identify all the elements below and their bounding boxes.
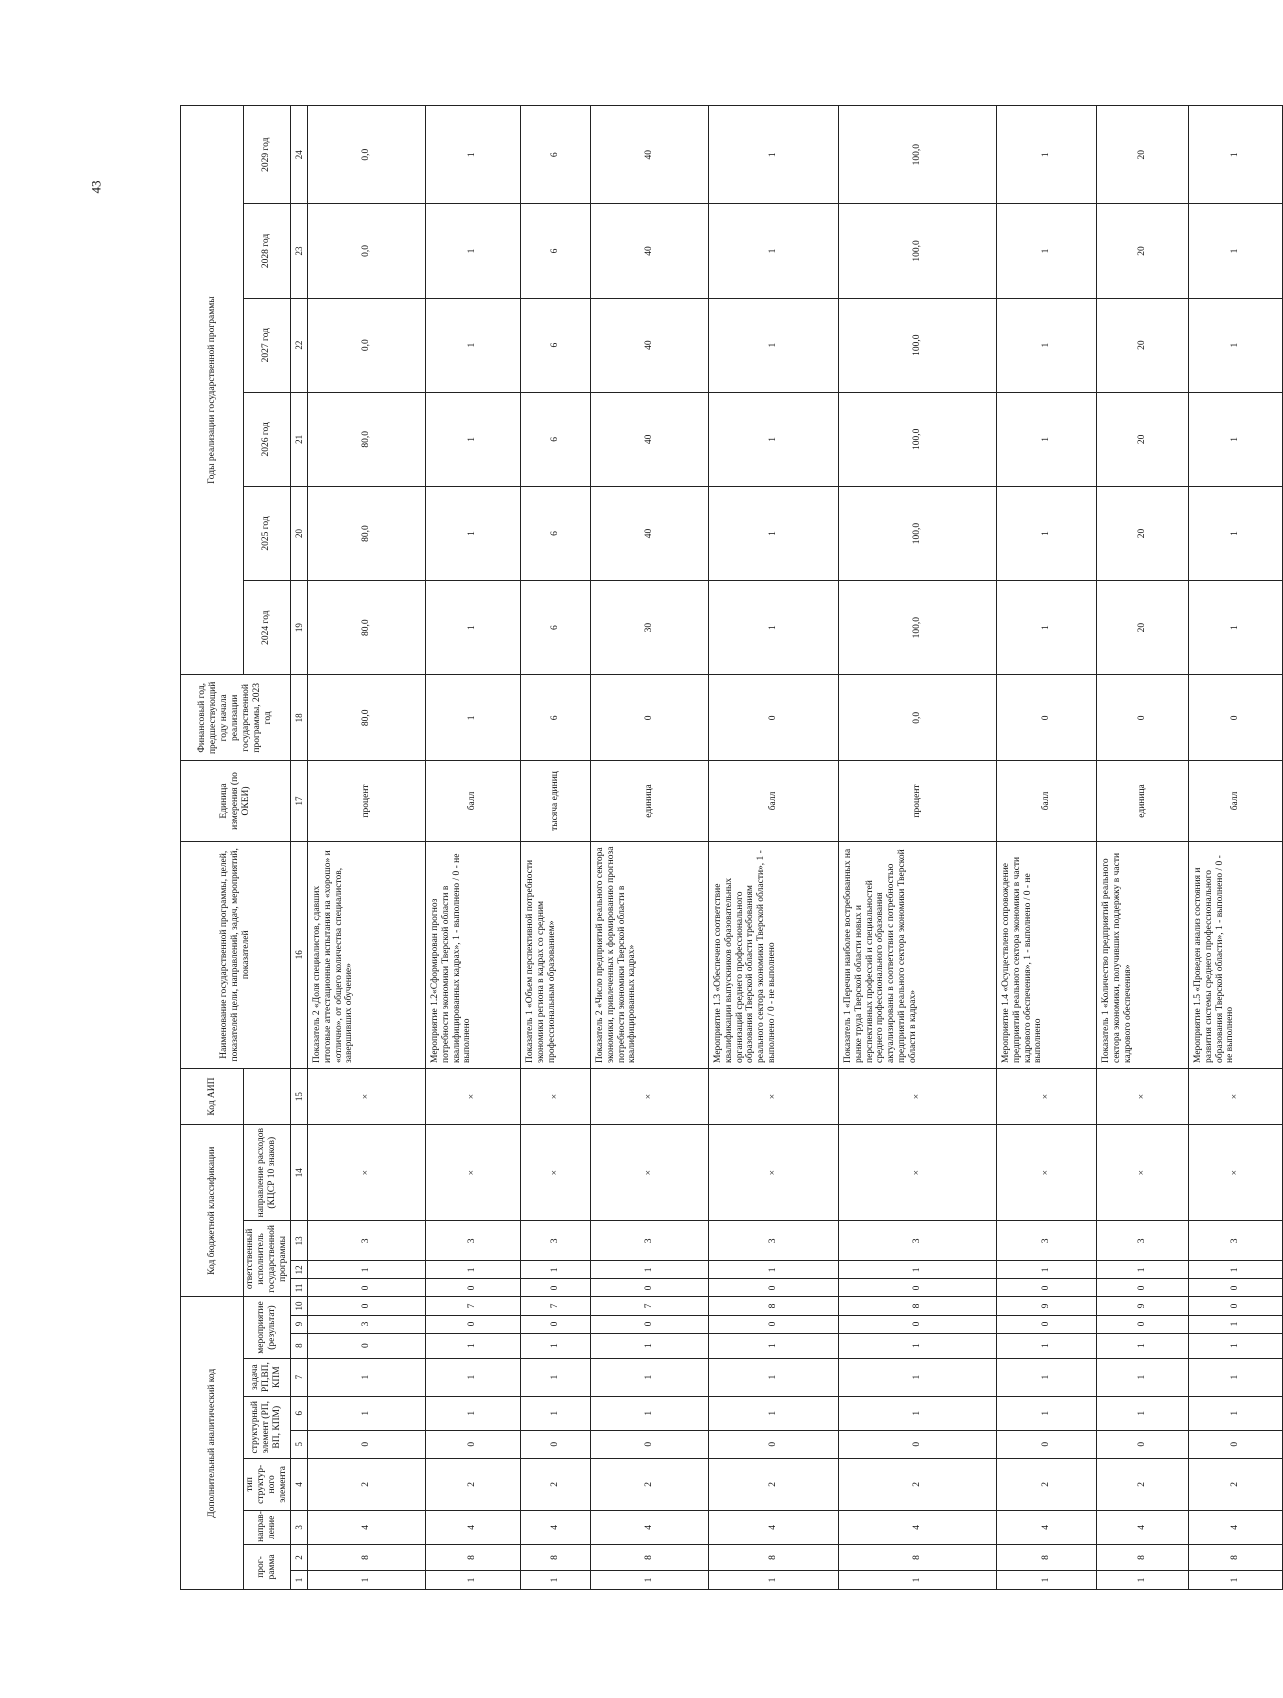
- year-value: 1: [996, 581, 1096, 675]
- header-budget-code: Код бюджетной классификации: [181, 1125, 244, 1297]
- code-cell: 1: [520, 1333, 590, 1358]
- code-cell: 1: [996, 1358, 1096, 1396]
- unit-cell: процент: [838, 761, 996, 841]
- column-number: 15: [290, 1069, 307, 1125]
- code-cell: 8: [838, 1544, 996, 1570]
- code-cell: 1: [520, 1358, 590, 1396]
- year-value: 80,0: [307, 581, 425, 675]
- code-cell: 1: [1188, 1315, 1282, 1333]
- code-cell: 1: [708, 1570, 838, 1589]
- code-cell: 1: [838, 1396, 996, 1430]
- header-expense-direction: направление расходов (КЦСР 10 знаков): [244, 1125, 291, 1221]
- indicator-name: Мероприятие 1.4 «Осуществлено сопровождение предприятий реального сектора экономики в части кадрового обеспечения», 1 - выполнено / 0 - не выполнено: [996, 841, 1096, 1068]
- year-value: 80,0: [307, 392, 425, 486]
- code-cell: 3: [708, 1221, 838, 1261]
- code-cell: 3: [996, 1221, 1096, 1261]
- year-value: 40: [590, 204, 708, 298]
- year-value: 30: [590, 581, 708, 675]
- code-cell: 0: [1096, 1279, 1188, 1297]
- code-cell: 3: [307, 1221, 425, 1261]
- column-number: 19: [290, 581, 307, 675]
- code-cell: 0: [838, 1315, 996, 1333]
- code-cell: 8: [307, 1544, 425, 1570]
- code-cell: 0: [996, 1315, 1096, 1333]
- header-executor: ответственный исполнитель государственной программы: [244, 1221, 291, 1297]
- year-value: 1: [996, 204, 1096, 298]
- year-value: 1: [708, 392, 838, 486]
- header-unit: Единица измерения (по ОКЕИ): [181, 761, 291, 841]
- code-cell: ×: [307, 1125, 425, 1221]
- header-year-2028: 2028 год: [244, 204, 291, 298]
- code-cell: ×: [520, 1069, 590, 1125]
- column-numbers-row: [290, 106, 307, 1590]
- header-year-2024: 2024 год: [244, 581, 291, 675]
- header-aip: Код АИП: [181, 1069, 244, 1125]
- code-cell: 1: [307, 1396, 425, 1430]
- year-value: 6: [520, 486, 590, 580]
- year-value: 0,0: [307, 204, 425, 298]
- year-value: 20: [1096, 486, 1188, 580]
- indicator-name: Показатель 1 «Количество предприятий реального сектора экономики, получивших поддержку в части кадрового обеспечения»: [1096, 841, 1188, 1068]
- code-cell: ×: [1188, 1069, 1282, 1125]
- year-value: 0,0: [307, 106, 425, 204]
- code-cell: 1: [520, 1261, 590, 1279]
- code-cell: 0: [1188, 1279, 1282, 1297]
- indicator-name: Показатель 2 «Доля специалистов, сдавших итоговые аттестационные испытания на «хорошо» и «отлично», от общего количества специалистов, завершивших обучение»: [307, 841, 425, 1068]
- code-cell: 9: [1096, 1297, 1188, 1315]
- code-cell: 1: [996, 1570, 1096, 1589]
- code-cell: 2: [590, 1458, 708, 1510]
- code-cell: 0: [590, 1315, 708, 1333]
- code-cell: 0: [520, 1315, 590, 1333]
- code-cell: 4: [1096, 1510, 1188, 1544]
- code-cell: ×: [838, 1069, 996, 1125]
- code-cell: 0: [425, 1430, 520, 1458]
- unit-cell: балл: [1188, 761, 1282, 841]
- code-cell: 9: [996, 1297, 1096, 1315]
- header-dop-code: Дополнительный аналитический код: [181, 1297, 244, 1590]
- indicator-name: Показатель 1 «Перечни наиболее востребованных на рынке труда Тверской области новых и перспективных профессий и специальностей среднего профессионального образования актуализированы в соответствии с потребностью предприятий реального сектора экономики Тверской области в кадрах»: [838, 841, 996, 1068]
- code-cell: 1: [425, 1333, 520, 1358]
- year-value: 1: [425, 581, 520, 675]
- code-cell: 1: [996, 1396, 1096, 1430]
- table-row: [708, 106, 838, 1590]
- code-cell: 1: [307, 1570, 425, 1589]
- code-cell: 4: [520, 1510, 590, 1544]
- code-cell: 1: [307, 1261, 425, 1279]
- year-value: 1: [996, 486, 1096, 580]
- column-number: 11: [290, 1279, 307, 1297]
- year-value: 1: [425, 106, 520, 204]
- column-number: 22: [290, 298, 307, 392]
- year-value: 1: [425, 392, 520, 486]
- year-value: 100,0: [838, 298, 996, 392]
- fin-year-value: 0,0: [838, 675, 996, 761]
- code-cell: 4: [307, 1510, 425, 1544]
- year-value: 100,0: [838, 106, 996, 204]
- code-cell: 0: [307, 1297, 425, 1315]
- code-cell: 1: [1188, 1358, 1282, 1396]
- table-row: [1188, 106, 1282, 1590]
- year-value: 100,0: [838, 392, 996, 486]
- code-cell: ×: [590, 1069, 708, 1125]
- year-value: 40: [590, 298, 708, 392]
- fin-year-value: 0: [1188, 675, 1282, 761]
- code-cell: 4: [425, 1510, 520, 1544]
- code-cell: 8: [708, 1297, 838, 1315]
- code-cell: 1: [425, 1396, 520, 1430]
- code-cell: 0: [1188, 1297, 1282, 1315]
- code-cell: 1: [708, 1396, 838, 1430]
- table-row: [996, 106, 1096, 1590]
- fin-year-value: 0: [1096, 675, 1188, 761]
- code-cell: 4: [838, 1510, 996, 1544]
- column-number: 16: [290, 841, 307, 1068]
- code-cell: 1: [590, 1333, 708, 1358]
- column-number: 12: [290, 1261, 307, 1279]
- header-task: задача РП,ВП, КПМ: [244, 1358, 291, 1396]
- column-number: 5: [290, 1430, 307, 1458]
- code-cell: 2: [425, 1458, 520, 1510]
- code-cell: 1: [590, 1570, 708, 1589]
- year-value: 20: [1096, 581, 1188, 675]
- code-cell: 3: [838, 1221, 996, 1261]
- code-cell: 1: [1096, 1570, 1188, 1589]
- code-cell: 1: [708, 1261, 838, 1279]
- year-value: 1: [1188, 392, 1282, 486]
- year-value: 40: [590, 486, 708, 580]
- code-cell: 1: [838, 1358, 996, 1396]
- column-number: 20: [290, 486, 307, 580]
- code-cell: ×: [520, 1125, 590, 1221]
- header-direction: направ-ление: [244, 1510, 291, 1544]
- code-cell: 0: [1096, 1315, 1188, 1333]
- year-value: 40: [590, 106, 708, 204]
- column-number: 9: [290, 1315, 307, 1333]
- code-cell: 8: [1188, 1544, 1282, 1570]
- code-cell: 0: [307, 1279, 425, 1297]
- year-value: 1: [708, 204, 838, 298]
- code-cell: 2: [838, 1458, 996, 1510]
- code-cell: 1: [708, 1358, 838, 1396]
- column-number: 1: [290, 1570, 307, 1589]
- code-cell: 1: [520, 1396, 590, 1430]
- header-year-2025: 2025 год: [244, 486, 291, 580]
- code-cell: 1: [996, 1261, 1096, 1279]
- code-cell: 4: [590, 1510, 708, 1544]
- code-cell: 8: [838, 1297, 996, 1315]
- code-cell: ×: [425, 1069, 520, 1125]
- fin-year-value: 0: [996, 675, 1096, 761]
- column-number: 6: [290, 1396, 307, 1430]
- code-cell: ×: [708, 1069, 838, 1125]
- indicator-name: Показатель 1 «Объем перспективной потребности экономики региона в кадрах со средним профессиональным образованием»: [520, 841, 590, 1068]
- code-cell: 0: [708, 1279, 838, 1297]
- column-number: 2: [290, 1544, 307, 1570]
- rotated-table-container: [180, 105, 1240, 1590]
- year-value: 1: [708, 486, 838, 580]
- column-number: 13: [290, 1221, 307, 1261]
- table-row: [838, 106, 996, 1590]
- code-cell: 8: [1096, 1544, 1188, 1570]
- code-cell: 2: [307, 1458, 425, 1510]
- unit-cell: процент: [307, 761, 425, 841]
- unit-cell: единица: [1096, 761, 1188, 841]
- fin-year-value: 0: [708, 675, 838, 761]
- year-value: 1: [1188, 204, 1282, 298]
- code-cell: 0: [838, 1279, 996, 1297]
- year-value: 6: [520, 581, 590, 675]
- year-value: 1: [1188, 486, 1282, 580]
- year-value: 20: [1096, 392, 1188, 486]
- code-cell: 0: [996, 1279, 1096, 1297]
- year-value: 1: [425, 486, 520, 580]
- column-number: 10: [290, 1297, 307, 1315]
- code-cell: 3: [590, 1221, 708, 1261]
- column-number: 23: [290, 204, 307, 298]
- unit-cell: единица: [590, 761, 708, 841]
- year-value: 1: [425, 298, 520, 392]
- code-cell: 1: [1188, 1261, 1282, 1279]
- year-value: 0,0: [307, 298, 425, 392]
- year-value: 1: [1188, 298, 1282, 392]
- code-cell: ×: [838, 1125, 996, 1221]
- column-number: 4: [290, 1458, 307, 1510]
- unit-cell: балл: [425, 761, 520, 841]
- code-cell: ×: [590, 1125, 708, 1221]
- year-value: 80,0: [307, 486, 425, 580]
- header-aip-blank: [244, 1069, 291, 1125]
- code-cell: 1: [425, 1358, 520, 1396]
- year-value: 20: [1096, 204, 1188, 298]
- header-fin-year: Финансовый год, предшествующий году начала реализации государственной программы, 2023 год: [181, 675, 291, 761]
- code-cell: ×: [1188, 1125, 1282, 1221]
- column-number: 21: [290, 392, 307, 486]
- fin-year-value: 6: [520, 675, 590, 761]
- year-value: 1: [708, 106, 838, 204]
- year-value: 20: [1096, 298, 1188, 392]
- code-cell: 1: [996, 1333, 1096, 1358]
- column-number: 18: [290, 675, 307, 761]
- code-cell: 3: [520, 1221, 590, 1261]
- code-cell: 1: [708, 1333, 838, 1358]
- code-cell: 2: [996, 1458, 1096, 1510]
- header-year-2026: 2026 год: [244, 392, 291, 486]
- code-cell: 1: [590, 1261, 708, 1279]
- column-number: 17: [290, 761, 307, 841]
- fin-year-value: 0: [590, 675, 708, 761]
- code-cell: 0: [425, 1279, 520, 1297]
- header-measure: мероприятие (результат): [244, 1297, 291, 1358]
- code-cell: 4: [708, 1510, 838, 1544]
- code-cell: 0: [708, 1315, 838, 1333]
- year-value: 1: [708, 298, 838, 392]
- year-value: 6: [520, 392, 590, 486]
- indicator-name: Показатель 2 «Число предприятий реального сектора экономики, привлеченных к формированию прогноза потребности экономики Тверской области в квалифицированных кадрах»: [590, 841, 708, 1068]
- code-cell: 1: [1096, 1358, 1188, 1396]
- year-value: 100,0: [838, 204, 996, 298]
- code-cell: 1: [307, 1358, 425, 1396]
- code-cell: ×: [996, 1069, 1096, 1125]
- header-struct-type: тип структур-ного элемента: [244, 1458, 291, 1510]
- year-value: 6: [520, 204, 590, 298]
- code-cell: 0: [425, 1315, 520, 1333]
- code-cell: 1: [1188, 1396, 1282, 1430]
- code-cell: 3: [307, 1315, 425, 1333]
- header-name: Наименование государственной программы, целей, показателей цели, направлений, задач, мероприятий, показателей: [181, 841, 291, 1068]
- fin-year-value: 80,0: [307, 675, 425, 761]
- code-cell: 1: [520, 1570, 590, 1589]
- code-cell: 3: [1188, 1221, 1282, 1261]
- code-cell: 0: [1096, 1430, 1188, 1458]
- code-cell: ×: [425, 1125, 520, 1221]
- year-value: 100,0: [838, 581, 996, 675]
- fin-year-value: 1: [425, 675, 520, 761]
- table-row: [590, 106, 708, 1590]
- table-row: [307, 106, 425, 1590]
- code-cell: 0: [307, 1333, 425, 1358]
- code-cell: 1: [1096, 1261, 1188, 1279]
- code-cell: 1: [590, 1396, 708, 1430]
- code-cell: 0: [590, 1430, 708, 1458]
- header-years-group: Годы реализации государственной программы: [181, 106, 244, 675]
- code-cell: 1: [1096, 1333, 1188, 1358]
- code-cell: 0: [307, 1430, 425, 1458]
- code-cell: 7: [425, 1297, 520, 1315]
- code-cell: 0: [1188, 1430, 1282, 1458]
- code-cell: 0: [996, 1430, 1096, 1458]
- code-cell: 2: [1096, 1458, 1188, 1510]
- code-cell: ×: [1096, 1069, 1188, 1125]
- code-cell: 0: [590, 1279, 708, 1297]
- code-cell: 4: [996, 1510, 1096, 1544]
- year-value: 100,0: [838, 486, 996, 580]
- year-value: 1: [425, 204, 520, 298]
- code-cell: 1: [1188, 1570, 1282, 1589]
- code-cell: 2: [1188, 1458, 1282, 1510]
- column-number: 8: [290, 1333, 307, 1358]
- indicator-name: Мероприятие 1.2«Сформирован прогноз потребности экономики Тверской области в квалифицированных кадрах», 1 - выполнено / 0 - не выполнено: [425, 841, 520, 1068]
- code-cell: 0: [520, 1430, 590, 1458]
- year-value: 40: [590, 392, 708, 486]
- column-number: 3: [290, 1510, 307, 1544]
- header-struct-elem: структурный элемент (РП, ВП, КПМ): [244, 1396, 291, 1458]
- code-cell: 0: [520, 1279, 590, 1297]
- code-cell: 3: [1096, 1221, 1188, 1261]
- page-number: 43: [88, 180, 104, 194]
- code-cell: 1: [838, 1333, 996, 1358]
- code-cell: ×: [1096, 1125, 1188, 1221]
- code-cell: 4: [1188, 1510, 1282, 1544]
- year-value: 20: [1096, 106, 1188, 204]
- column-number: 7: [290, 1358, 307, 1396]
- code-cell: 2: [520, 1458, 590, 1510]
- code-cell: 8: [996, 1544, 1096, 1570]
- indicator-name: Мероприятие 1.3 «Обеспечено соответствие квалификации выпускников образовательных организаций среднего профессионального образования Тверской области требованиям реального сектора экономики Тверской области», 1 - выполнено / 0 - не выполнено: [708, 841, 838, 1068]
- table-row: [425, 106, 520, 1590]
- code-cell: 1: [1188, 1333, 1282, 1358]
- year-value: 6: [520, 298, 590, 392]
- code-cell: 1: [838, 1261, 996, 1279]
- header-program: прог-рамма: [244, 1544, 291, 1589]
- column-number: 24: [290, 106, 307, 204]
- year-value: 1: [1188, 581, 1282, 675]
- code-cell: 0: [708, 1430, 838, 1458]
- column-number: 14: [290, 1125, 307, 1221]
- header-year-2027: 2027 год: [244, 298, 291, 392]
- year-value: 6: [520, 106, 590, 204]
- code-cell: ×: [307, 1069, 425, 1125]
- code-cell: 8: [708, 1544, 838, 1570]
- code-cell: 1: [425, 1261, 520, 1279]
- year-value: 1: [996, 298, 1096, 392]
- unit-cell: балл: [708, 761, 838, 841]
- program-indicators-table: [180, 105, 1283, 1590]
- table-row: [520, 106, 590, 1590]
- code-cell: 8: [590, 1544, 708, 1570]
- code-cell: 7: [520, 1297, 590, 1315]
- code-cell: ×: [708, 1125, 838, 1221]
- code-cell: 3: [425, 1221, 520, 1261]
- code-cell: 1: [590, 1358, 708, 1396]
- code-cell: 2: [708, 1458, 838, 1510]
- table-body: [307, 106, 1282, 1590]
- header-year-2029: 2029 год: [244, 106, 291, 204]
- code-cell: 1: [425, 1570, 520, 1589]
- unit-cell: балл: [996, 761, 1096, 841]
- indicator-name: Мероприятие 1.5 «Проведен анализ состояния и развития системы среднего профессионального образования Тверской области», 1 - выполнено / 0 - не выполнено: [1188, 841, 1282, 1068]
- year-value: 1: [1188, 106, 1282, 204]
- code-cell: 0: [838, 1430, 996, 1458]
- table-row: [1096, 106, 1188, 1590]
- year-value: 1: [708, 581, 838, 675]
- code-cell: 8: [520, 1544, 590, 1570]
- unit-cell: тысяча единиц: [520, 761, 590, 841]
- code-cell: 1: [1096, 1396, 1188, 1430]
- code-cell: 7: [590, 1297, 708, 1315]
- code-cell: 1: [838, 1570, 996, 1589]
- year-value: 1: [996, 106, 1096, 204]
- code-cell: 8: [425, 1544, 520, 1570]
- year-value: 1: [996, 392, 1096, 486]
- code-cell: ×: [996, 1125, 1096, 1221]
